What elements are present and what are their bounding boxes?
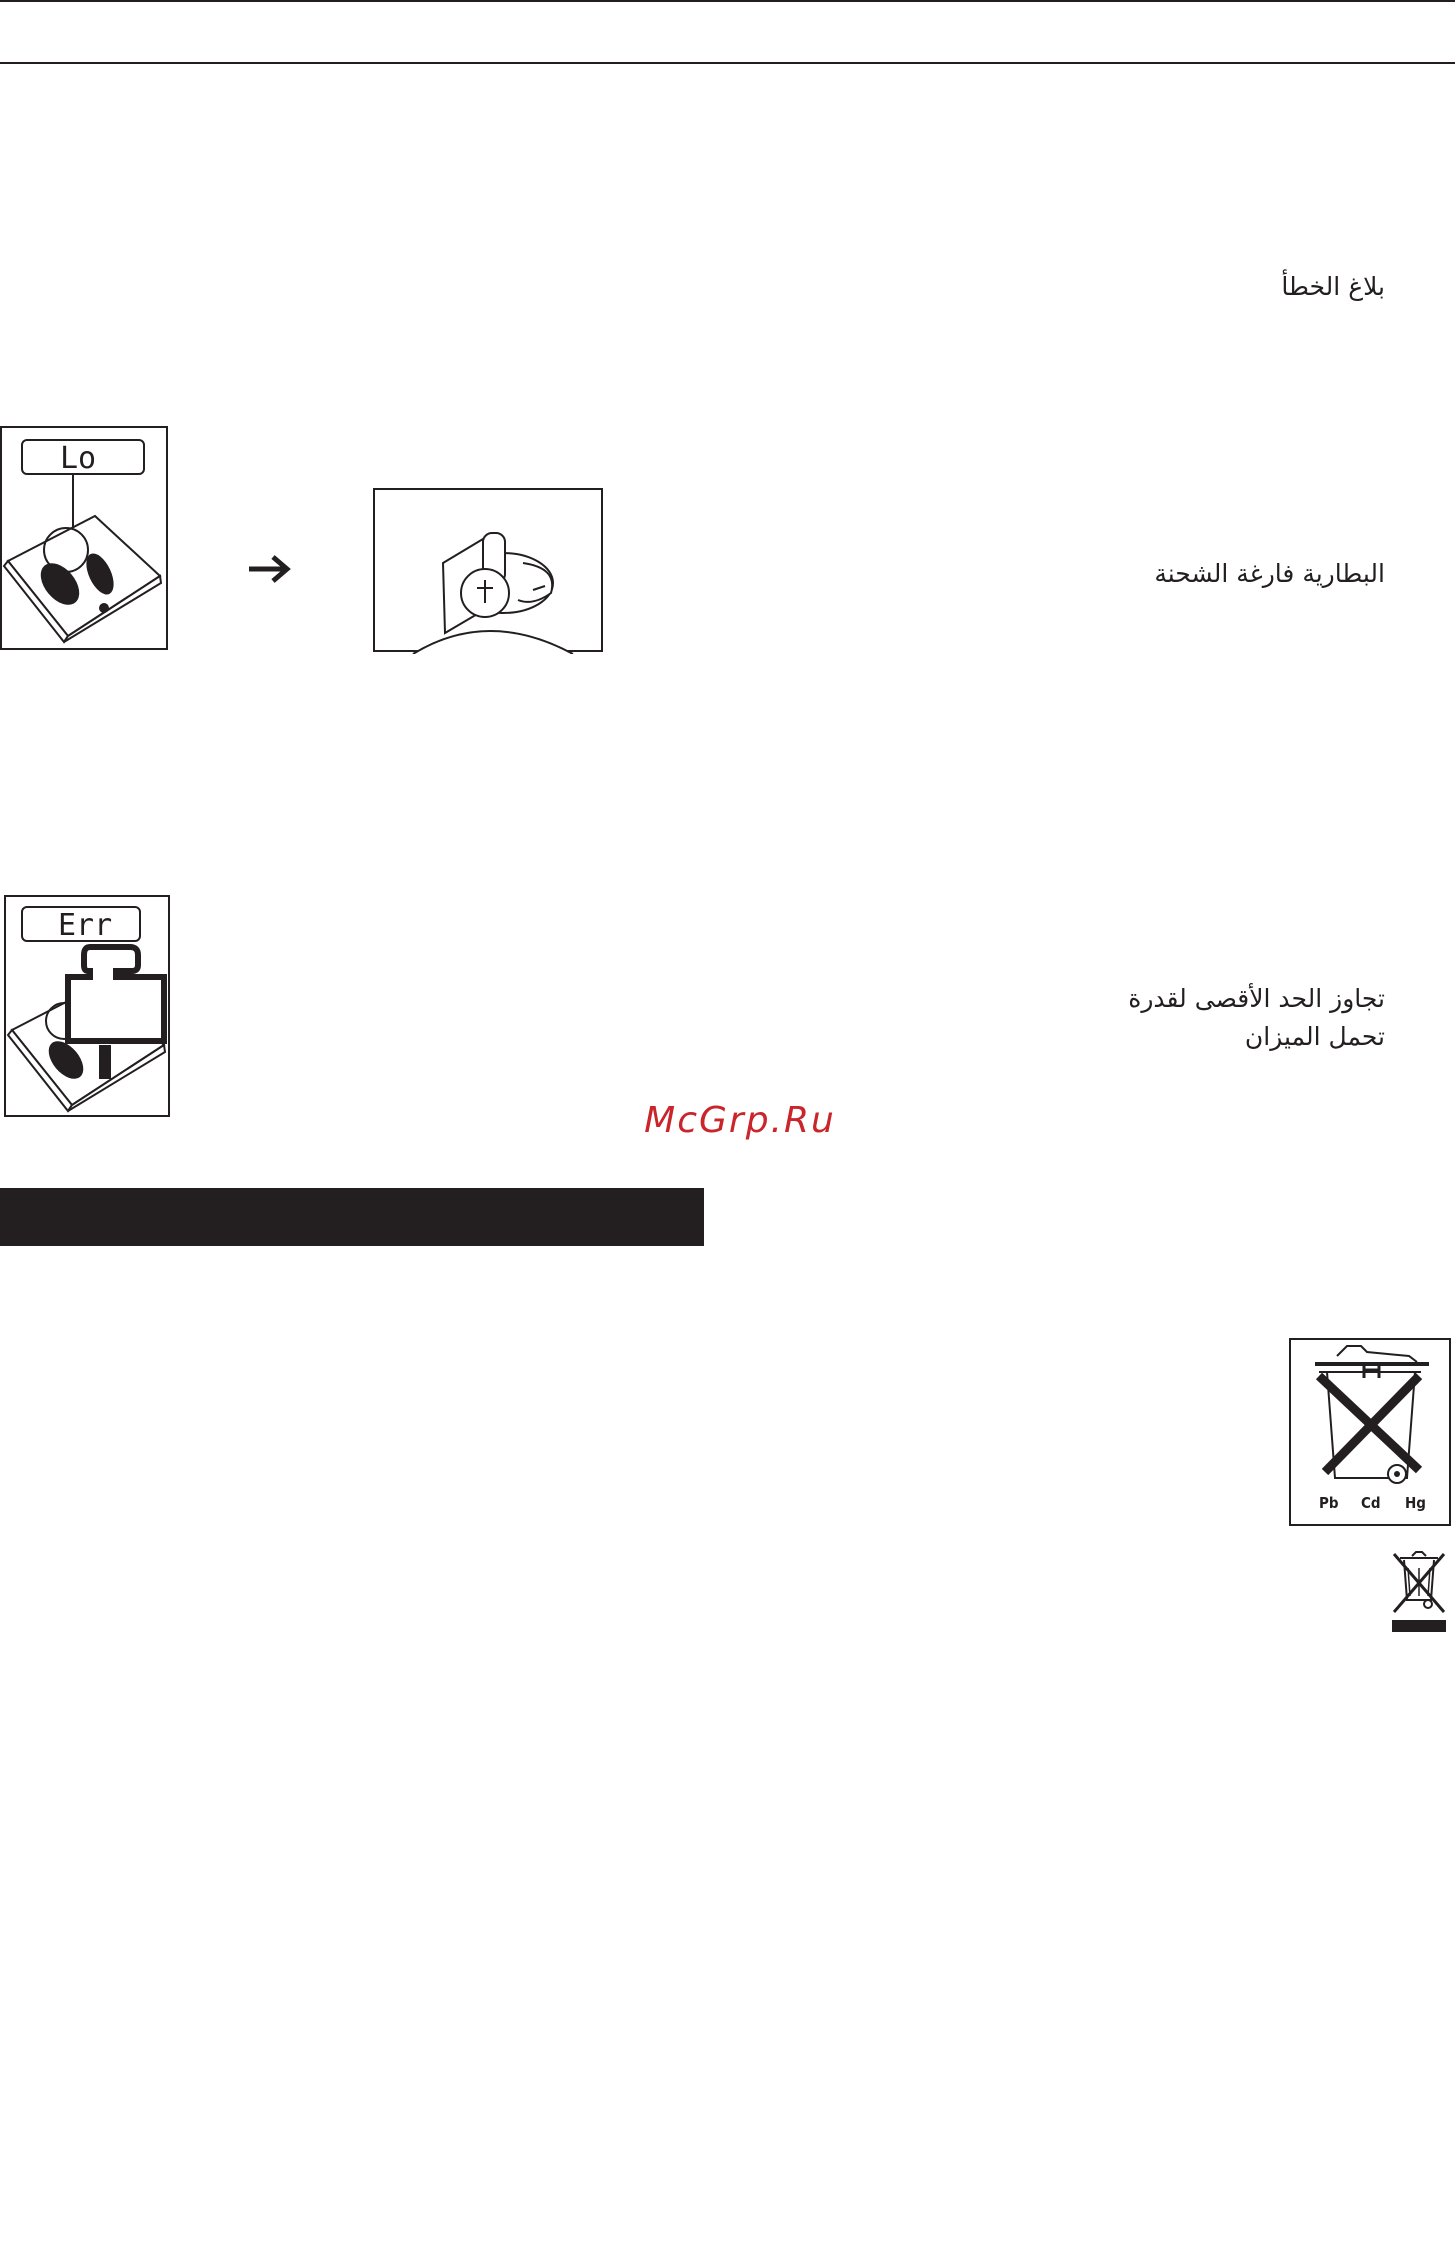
weee-bin-icon [1390, 1550, 1448, 1636]
overload-label-line-2: تحمل الميزان [1244, 1022, 1385, 1051]
chem-cd: Cd [1361, 1494, 1381, 1512]
header-rule [0, 62, 1455, 64]
battery-empty-label: البطارية فارغة الشحنة [1154, 559, 1385, 588]
top-rule [0, 0, 1455, 2]
low-battery-scale-figure [0, 426, 170, 650]
arrow-right-icon [245, 552, 295, 586]
battery-replacement-figure [373, 488, 605, 654]
error-messages-title: بلاغ الخطأ [1281, 272, 1385, 301]
err-display-text: Err [58, 908, 113, 943]
battery-disposal-icon [1289, 1338, 1453, 1528]
lo-display-text: Lo [60, 441, 97, 476]
section-header-bar [0, 1188, 704, 1246]
overload-scale-figure [4, 895, 172, 1119]
overload-label-line-1: تجاوز الحد الأقصى لقدرة [1128, 984, 1385, 1013]
overload-label [1128, 980, 1385, 1056]
watermark: McGrp.Ru [644, 1100, 836, 1141]
chem-pb: Pb [1319, 1494, 1339, 1512]
chem-hg: Hg [1405, 1494, 1426, 1512]
